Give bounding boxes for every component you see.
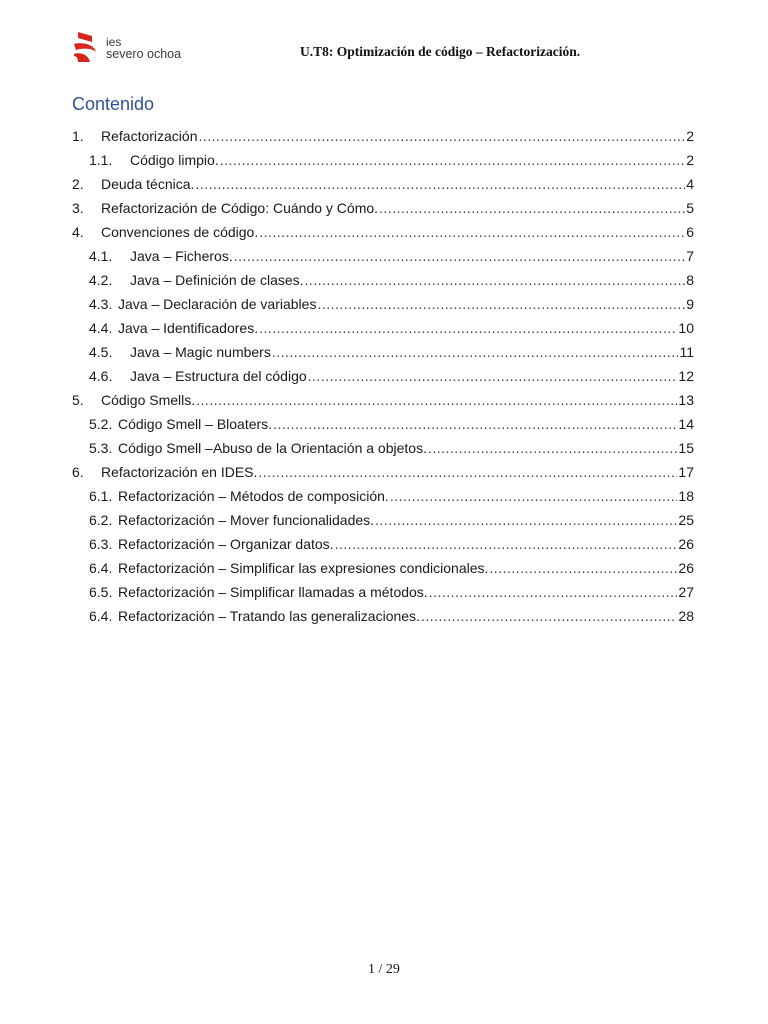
toc-entry-page: 6	[686, 224, 694, 240]
toc-entry-page: 18	[678, 488, 694, 504]
toc-entry-number: 4.1.	[89, 248, 113, 264]
toc-entry-number: 6.5.	[89, 584, 113, 600]
toc-entry-page: 15	[678, 440, 694, 456]
toc-entry-title: Deuda técnica.	[101, 176, 195, 192]
toc-entry-page: 2	[686, 128, 694, 144]
table-of-contents	[72, 126, 694, 630]
toc-entry-title: Java – Magic numbers	[130, 344, 271, 360]
toc-dot-leader	[220, 150, 685, 170]
toc-entry-page: 8	[686, 272, 694, 288]
toc-dot-leader	[379, 198, 685, 218]
toc-entry-title: Código limpio.	[130, 152, 219, 168]
toc-entry-4-1[interactable]	[72, 246, 694, 270]
toc-entry-number: 3.	[72, 200, 84, 216]
toc-entry-title: Refactorización – Simplificar llamadas a métodos.	[118, 584, 428, 600]
toc-entry-page: 10	[678, 320, 694, 336]
toc-entry-5-3[interactable]	[72, 438, 694, 462]
toc-entry-title: Refactorización – Tratando las generalizaciones.	[118, 608, 420, 624]
toc-entry-4-5[interactable]	[72, 342, 694, 366]
toc-entry-title: Convenciones de código.	[101, 224, 259, 240]
toc-entry-page: 14	[678, 416, 694, 432]
toc-dot-leader	[234, 246, 685, 266]
toc-entry-number: 5.2.	[89, 416, 113, 432]
toc-entry-4-4[interactable]	[72, 318, 694, 342]
ies-severo-ochoa-logo	[72, 30, 192, 66]
toc-dot-leader	[421, 606, 677, 626]
toc-entry-4-2[interactable]	[72, 270, 694, 294]
logo-line1: ies	[106, 35, 122, 49]
page-number: 1 / 29	[368, 962, 400, 977]
toc-dot-leader	[305, 270, 686, 290]
toc-entry-page: 9	[686, 296, 694, 312]
toc-entry-6-1[interactable]	[72, 486, 694, 510]
toc-entry-title: Código Smell –Abuso de la Orientación a objetos.	[118, 440, 427, 456]
toc-entry-title: Refactorización – Organizar datos.	[118, 536, 334, 552]
toc-entry-6-2[interactable]	[72, 510, 694, 534]
toc-entry-2[interactable]	[72, 174, 694, 198]
toc-dot-leader	[196, 390, 677, 410]
toc-entry-title: Java – Ficheros.	[130, 248, 233, 264]
toc-entry-number: 6.	[72, 464, 84, 480]
toc-entry-title: Java – Declaración de variables	[118, 296, 317, 312]
toc-entry-number: 4.2.	[89, 272, 113, 288]
toc-entry-number: 2.	[72, 176, 84, 192]
toc-entry-number: 4.4.	[89, 320, 113, 336]
toc-entry-page: 4	[686, 176, 694, 192]
toc-entry-number: 6.2.	[89, 512, 113, 528]
toc-entry-number: 5.	[72, 392, 84, 408]
toc-entry-6-5[interactable]	[72, 582, 694, 606]
toc-entry-5-2[interactable]	[72, 414, 694, 438]
toc-entry-title: Java – Identificadores.	[118, 320, 259, 336]
toc-dot-leader	[199, 126, 686, 146]
toc-dot-leader	[195, 174, 685, 194]
toc-entry-4-3[interactable]	[72, 294, 694, 318]
toc-entry-1-1[interactable]	[72, 150, 694, 174]
toc-entry-page: 2	[686, 152, 694, 168]
toc-entry-page: 17	[678, 464, 694, 480]
toc-entry-number: 1.1.	[89, 152, 113, 168]
page-header	[0, 0, 768, 80]
toc-entry-title: Refactorización	[101, 128, 198, 144]
toc-entry-number: 6.4.	[89, 608, 113, 624]
toc-dot-leader	[390, 486, 678, 506]
toc-dot-leader	[429, 582, 678, 602]
toc-entry-number: 6.1.	[89, 488, 113, 504]
toc-dot-leader	[259, 222, 685, 242]
toc-entry-page: 26	[678, 536, 694, 552]
toc-dot-leader	[258, 462, 677, 482]
toc-entry-1[interactable]	[72, 126, 694, 150]
toc-dot-leader	[428, 438, 677, 458]
toc-entry-6-3[interactable]	[72, 534, 694, 558]
toc-entry-page: 12	[678, 368, 694, 384]
toc-entry-4[interactable]	[72, 222, 694, 246]
toc-dot-leader	[489, 558, 677, 578]
toc-entry-number: 4.	[72, 224, 84, 240]
document-title: U.T8: Optimización de código – Refactorización.	[300, 44, 581, 59]
toc-entry-title: Refactorización – Métodos de composición.	[118, 488, 389, 504]
toc-entry-title: Código Smell – Bloaters.	[118, 416, 273, 432]
toc-dot-leader	[259, 318, 677, 338]
toc-entry-number: 5.3.	[89, 440, 113, 456]
toc-entry-6-4-generalizaciones[interactable]	[72, 606, 694, 630]
toc-entry-3[interactable]	[72, 198, 694, 222]
toc-entry-number: 4.3.	[89, 296, 113, 312]
toc-entry-title: Java – Definición de clases.	[130, 272, 304, 288]
toc-entry-6[interactable]	[72, 462, 694, 486]
toc-entry-5[interactable]	[72, 390, 694, 414]
toc-entry-page: 13	[678, 392, 694, 408]
toc-entry-title: Refactorización en IDES.	[101, 464, 258, 480]
toc-entry-page: 25	[678, 512, 694, 528]
toc-entry-page: 27	[678, 584, 694, 600]
toc-entry-page: 11	[679, 344, 694, 360]
toc-entry-number: 4.5.	[89, 344, 113, 360]
toc-entry-page: 5	[686, 200, 694, 216]
toc-dot-leader	[317, 294, 685, 314]
toc-heading: Contenido	[72, 94, 155, 114]
toc-dot-leader	[308, 366, 678, 386]
logo-mark-icon	[72, 30, 104, 66]
toc-entry-page: 7	[686, 248, 694, 264]
toc-entry-number: 4.6.	[89, 368, 113, 384]
toc-dot-leader	[273, 414, 677, 434]
toc-entry-number: 1.	[72, 128, 84, 144]
toc-entry-title: Java – Estructura del código	[130, 368, 307, 384]
toc-entry-6-4[interactable]	[72, 558, 694, 582]
toc-entry-number: 6.3.	[89, 536, 113, 552]
toc-entry-4-6[interactable]	[72, 366, 694, 390]
logo-line2: severo ochoa	[106, 47, 182, 61]
toc-dot-leader	[375, 510, 677, 530]
toc-entry-title: Código Smells.	[101, 392, 196, 408]
toc-entry-title: Refactorización de Código: Cuándo y Cómo.	[101, 200, 379, 216]
toc-dot-leader	[335, 534, 678, 554]
logo-text	[106, 36, 181, 60]
toc-entry-page: 26	[678, 560, 694, 576]
toc-entry-number: 6.4.	[89, 560, 113, 576]
toc-dot-leader	[272, 342, 679, 362]
toc-entry-title: Refactorización – Simplificar las expresiones condicionales.	[118, 560, 489, 576]
toc-entry-page: 28	[678, 608, 694, 624]
toc-entry-title: Refactorización – Mover funcionalidades.	[118, 512, 375, 528]
